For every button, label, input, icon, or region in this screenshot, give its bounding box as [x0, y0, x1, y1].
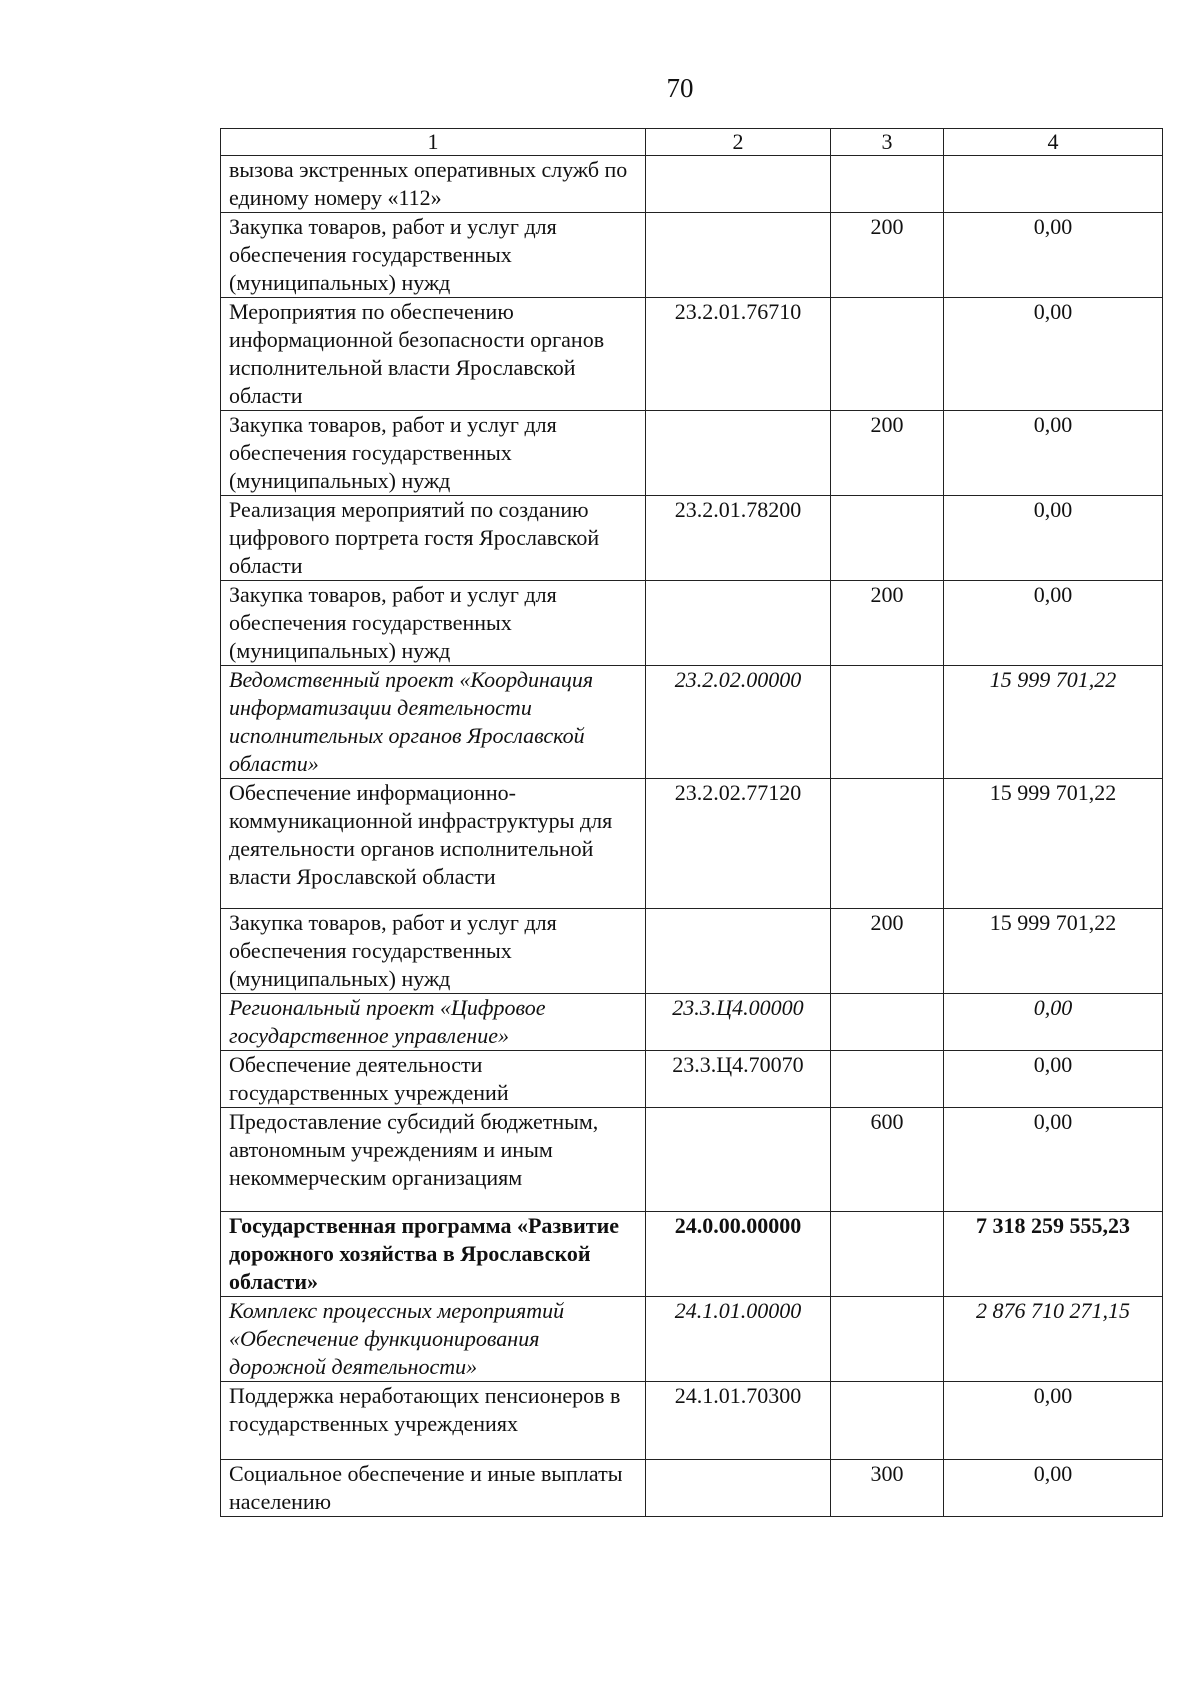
row-code-cell — [646, 909, 831, 994]
row-amount-cell: 0,00 — [944, 1460, 1163, 1517]
row-amount-cell: 0,00 — [944, 581, 1163, 666]
table-row — [221, 779, 1163, 909]
table-row — [221, 156, 1163, 213]
table-row — [221, 1460, 1163, 1517]
row-name-cell: Мероприятия по обеспечению информационной безопасности органов исполнительной власти Ярославской области — [221, 298, 646, 411]
row-code-cell: 23.2.02.00000 — [646, 666, 831, 779]
row-name-cell: Закупка товаров, работ и услуг для обеспечения государственных (муниципальных) нужд — [221, 411, 646, 496]
row-amount-cell: 0,00 — [944, 411, 1163, 496]
row-name-cell: Закупка товаров, работ и услуг для обеспечения государственных (муниципальных) нужд — [221, 213, 646, 298]
row-name-cell: Закупка товаров, работ и услуг для обеспечения государственных (муниципальных) нужд — [221, 581, 646, 666]
table-row — [221, 1051, 1163, 1108]
row-code-cell: 24.0.00.00000 — [646, 1212, 831, 1297]
table-row — [221, 1297, 1163, 1382]
row-code-cell — [646, 411, 831, 496]
row-type-cell — [831, 298, 944, 411]
row-type-cell — [831, 666, 944, 779]
row-code-cell — [646, 1460, 831, 1517]
column-header-type: 3 — [831, 129, 944, 156]
row-amount-cell: 0,00 — [944, 496, 1163, 581]
row-type-cell — [831, 156, 944, 213]
table-row — [221, 1382, 1163, 1460]
column-header-amount: 4 — [944, 129, 1163, 156]
row-name-cell: Социальное обеспечение и иные выплаты населению — [221, 1460, 646, 1517]
row-code-cell — [646, 156, 831, 213]
row-type-cell: 200 — [831, 213, 944, 298]
row-type-cell — [831, 779, 944, 909]
row-name-cell: Реализация мероприятий по созданию цифрового портрета гостя Ярославской области — [221, 496, 646, 581]
column-header-code: 2 — [646, 129, 831, 156]
row-code-cell: 24.1.01.00000 — [646, 1297, 831, 1382]
row-name-cell: Обеспечение деятельности государственных учреждений — [221, 1051, 646, 1108]
row-code-cell: 23.2.01.76710 — [646, 298, 831, 411]
row-amount-cell: 7 318 259 555,23 — [944, 1212, 1163, 1297]
row-amount-cell: 0,00 — [944, 994, 1163, 1051]
table-row — [221, 581, 1163, 666]
table-row — [221, 213, 1163, 298]
row-code-cell: 23.2.02.77120 — [646, 779, 831, 909]
row-code-cell — [646, 1108, 831, 1212]
row-amount-cell: 0,00 — [944, 1108, 1163, 1212]
row-code-cell: 23.3.Ц4.70070 — [646, 1051, 831, 1108]
table-row — [221, 994, 1163, 1051]
row-name-cell: Государственная программа «Развитие дорожного хозяйства в Ярославской области» — [221, 1212, 646, 1297]
table-body — [221, 156, 1163, 1517]
row-type-cell — [831, 1212, 944, 1297]
row-code-cell — [646, 581, 831, 666]
table-row — [221, 1212, 1163, 1297]
row-amount-cell: 15 999 701,22 — [944, 779, 1163, 909]
row-amount-cell: 0,00 — [944, 298, 1163, 411]
row-name-cell: Предоставление субсидий бюджетным, автономным учреждениям и иным некоммерческим организациям — [221, 1108, 646, 1212]
page-number: 70 — [666, 73, 694, 103]
table-row — [221, 1108, 1163, 1212]
row-name-cell: Закупка товаров, работ и услуг для обеспечения государственных (муниципальных) нужд — [221, 909, 646, 994]
row-code-cell: 23.2.01.78200 — [646, 496, 831, 581]
row-amount-cell: 0,00 — [944, 1051, 1163, 1108]
table-row — [221, 666, 1163, 779]
table-row — [221, 411, 1163, 496]
budget-table — [220, 128, 1163, 1517]
row-name-cell: Ведомственный проект «Координация информатизации деятельности исполнительных органов Ярославской области» — [221, 666, 646, 779]
table-row — [221, 909, 1163, 994]
row-amount-cell: 15 999 701,22 — [944, 909, 1163, 994]
row-type-cell: 200 — [831, 909, 944, 994]
row-amount-cell: 0,00 — [944, 213, 1163, 298]
row-type-cell — [831, 1051, 944, 1108]
row-name-cell: Региональный проект «Цифровое государственное управление» — [221, 994, 646, 1051]
row-code-cell: 23.3.Ц4.00000 — [646, 994, 831, 1051]
header-row — [221, 129, 1163, 156]
row-type-cell — [831, 1297, 944, 1382]
row-type-cell — [831, 496, 944, 581]
row-amount-cell: 15 999 701,22 — [944, 666, 1163, 779]
row-type-cell: 200 — [831, 411, 944, 496]
row-code-cell: 24.1.01.70300 — [646, 1382, 831, 1460]
row-type-cell — [831, 994, 944, 1051]
table-row — [221, 496, 1163, 581]
row-type-cell: 300 — [831, 1460, 944, 1517]
column-header-name: 1 — [221, 129, 646, 156]
row-type-cell: 200 — [831, 581, 944, 666]
row-name-cell: Обеспечение информационно-коммуникационной инфраструктуры для деятельности органов исполнительной власти Ярославской области — [221, 779, 646, 909]
row-amount-cell — [944, 156, 1163, 213]
row-code-cell — [646, 213, 831, 298]
table-row — [221, 298, 1163, 411]
row-type-cell — [831, 1382, 944, 1460]
row-name-cell: Поддержка неработающих пенсионеров в государственных учреждениях — [221, 1382, 646, 1460]
row-name-cell: вызова экстренных оперативных служб по единому номеру «112» — [221, 156, 646, 213]
row-type-cell: 600 — [831, 1108, 944, 1212]
row-name-cell: Комплекс процессных мероприятий «Обеспечение функционирования дорожной деятельности» — [221, 1297, 646, 1382]
row-amount-cell: 2 876 710 271,15 — [944, 1297, 1163, 1382]
row-amount-cell: 0,00 — [944, 1382, 1163, 1460]
